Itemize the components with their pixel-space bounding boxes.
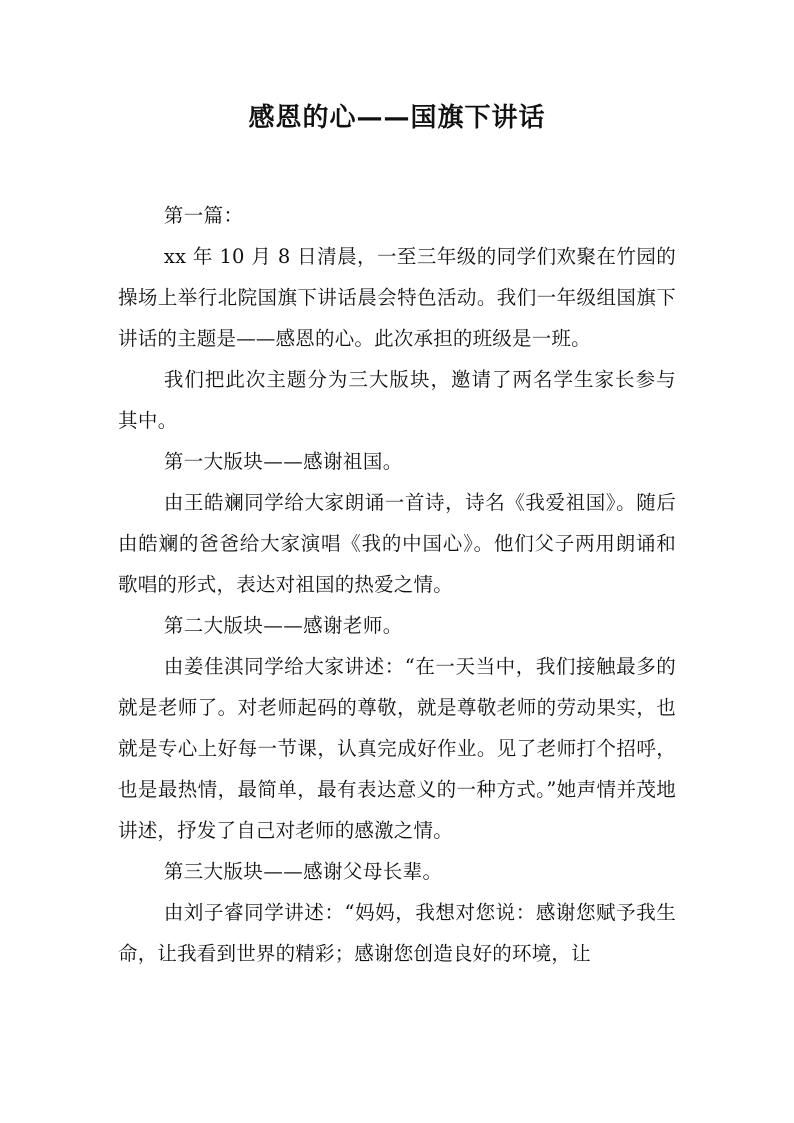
document-body: [118, 195, 676, 974]
document-title: 感恩的心——国旗下讲话: [248, 103, 546, 133]
paragraph-part-one-body: 由王皓斓同学给大家朗诵一首诗，诗名《我爱祖国》。随后由皓斓的爸爸给大家演唱《我的中国心》。他们父子两用朗诵和歌唱的形式，表达对祖国的热爱之情。: [118, 491, 676, 596]
paragraph-part-three-heading: 第三大版块——感谢父母长辈。: [163, 860, 443, 883]
paragraph-part-two-body: 由姜佳淇同学给大家讲述：“在一天当中，我们接触最多的就是老师了。对老师起码的尊敬，就是尊敬老师的劳动果实，也就是专心上好每一节课，认真完成好作业。见了老师打个招呼，也是最热情，最简单，最有表达意义的一种方式。”她声情并茂地讲述，抒发了自己对老师的感激之情。: [118, 655, 676, 842]
paragraph-part-three-body: 由刘子睿同学讲述：“妈妈，我想对您说：感谢您赋予我生命，让我看到世界的精彩；感谢您创造良好的环境，让: [118, 901, 676, 965]
paragraph-section-heading: 第一篇：: [163, 204, 244, 227]
paragraph-event-intro: xx 年 10 月 8 日清晨，一至三年级的同学们欢聚在竹园的操场上举行北院国旗下讲话晨会特色活动。我们一年级组国旗下讲话的主题是——感恩的心。此次承担的班级是一班。: [118, 245, 676, 350]
paragraph-theme-parts: 我们把此次主题分为三大版块，邀请了两名学生家长参与其中。: [118, 368, 676, 432]
paragraph-part-one-heading: 第一大版块——感谢祖国。: [163, 450, 403, 473]
paragraph-part-two-heading: 第二大版块——感谢老师。: [163, 614, 403, 637]
